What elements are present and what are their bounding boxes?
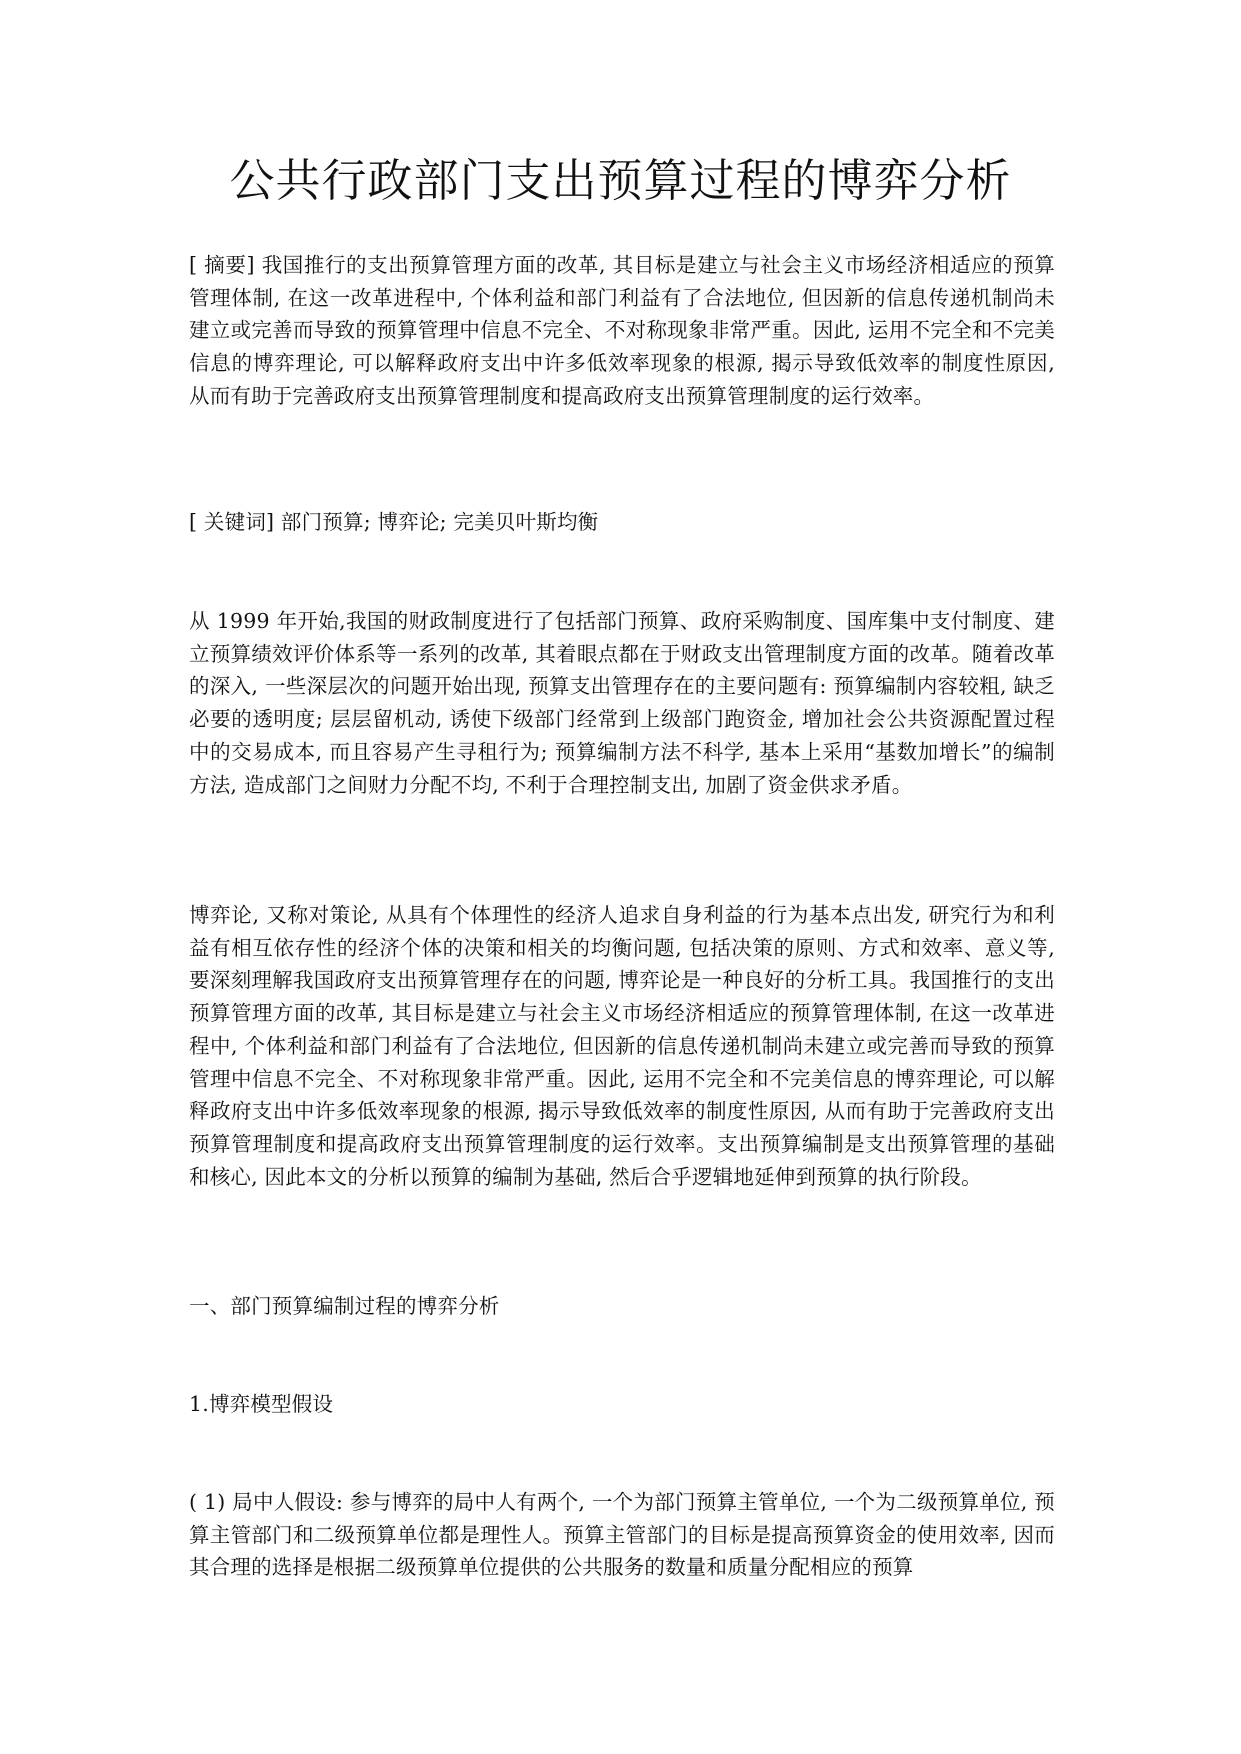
assumption-paragraph: ( 1) 局中人假设: 参与博弈的局中人有两个, 一个为部门预算主管单位, 一个为二级预算单位, 预算主管部门和二级预算单位都是理性人。预算主管部门的目标是提高预算资金的使用效率, 因而其合理的选择是根据二级预算单位提供的公共服务的数量和质量分配相应的预算	[189, 1490, 1055, 1580]
subsection-heading: 1.博弈模型假设	[189, 1392, 334, 1416]
document-title: 公共行政部门支出预算过程的博弈分析	[229, 154, 1012, 207]
keywords-paragraph: [ 关键词] 部门预算; 博弈论; 完美贝叶斯均衡	[189, 510, 599, 534]
abstract-paragraph: [ 摘要] 我国推行的支出预算管理方面的改革, 其目标是建立与社会主义市场经济相适应的预算管理体制, 在这一改革进程中, 个体利益和部门利益有了合法地位, 但因新的信息传递机制尚未建立或完善而导致的预算管理中信息不完全、不对称现象非常严重。因此, 运用不完全和不完美信息的博弈理论, 可以解释政府支出中许多低效率现象的根源, 揭示导致低效率的制度性原因, 从而有助于完善政府支出预算管理制度和提高政府支出预算管理制度的运行效率。	[189, 253, 1055, 408]
section-heading: 一、部门预算编制过程的博弈分析	[189, 1294, 500, 1318]
game-theory-paragraph: 博弈论, 又称对策论, 从具有个体理性的经济人追求自身利益的行为基本点出发, 研究行为和利益有相互依存性的经济个体的决策和相关的均衡问题, 包括决策的原则、方式和效率、意义等, 要深刻理解我国政府支出预算管理存在的问题, 博弈论是一种良好的分析工具。我国推行的支出预算管理方面的改革, 其目标是建立与社会主义市场经济相适应的预算管理体制, 在这一改革进程中, 个体利益和部门利益有了合法地位, 但因新的信息传递机制尚未建立或完善而导致的预算管理中信息不完全、不对称现象非常严重。因此, 运用不完全和不完美信息的博弈理论, 可以解释政府支出中许多低效率现象的根源, 揭示导致低效率的制度性原因, 从而有助于完善政府支出预算管理制度和提高政府支出预算管理制度的运行效率。支出预算编制是支出预算管理的基础和核心, 因此本文的分析以预算的编制为基础, 然后合乎逻辑地延伸到预算的执行阶段。	[189, 903, 1055, 1189]
intro-paragraph: 从 1999 年开始,我国的财政制度进行了包括部门预算、政府采购制度、国库集中支付制度、建立预算绩效评价体系等一系列的改革, 其着眼点都在于财政支出管理制度方面的改革。随着改革的深入, 一些深层次的问题开始出现, 预算支出管理存在的主要问题有: 预算编制内容较粗, 缺乏必要的透明度; 层层留机动, 诱使下级部门经常到上级部门跑资金, 增加社会公共资源配置过程中的交易成本, 而且容易产生寻租行为; 预算编制方法不科学, 基本上采用“基数加增长”的编制方法, 造成部门之间财力分配不均, 不利于合理控制支出, 加剧了资金供求矛盾。	[189, 609, 1055, 797]
